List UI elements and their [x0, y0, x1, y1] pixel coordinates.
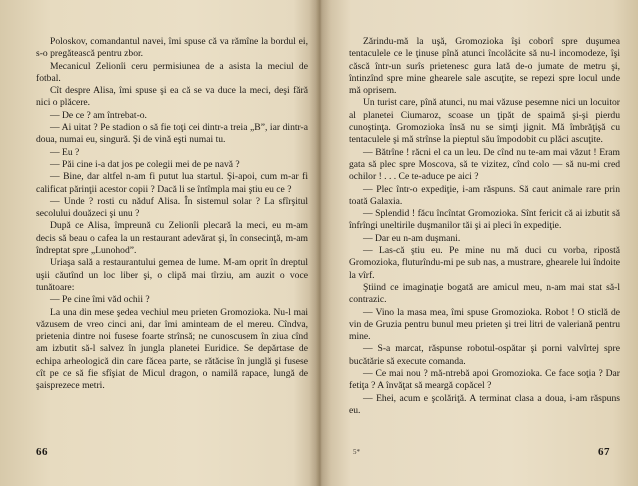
page-number-right: 67 — [598, 446, 610, 458]
paragraph: Mecanicul Zelionîi ceru permisiunea de a asista la meciul de fotbal. — [36, 60, 308, 84]
right-page-text — [349, 36, 620, 417]
paragraph: — Dar eu n-am duşmani. — [363, 232, 461, 244]
paragraph: Poloskov, comandantul navei, îmi spuse că va rămîne la bordul ei, s-o pregătească pentru zbor. — [36, 36, 308, 60]
paragraph: Cît despre Alisa, îmi spuse şi ea că se va duce la meci, deşi fără nici o plăcere. — [36, 85, 308, 109]
signature-mark: 5* — [353, 448, 360, 456]
paragraph: La una din mese şedea vechiul meu prieten Gromozioka. Nu-l mai văzusem de vreo cinci ani, dar îmi aminteam de el mereu. Cîndva, prietenia dintre noi fusese foarte strînsă; ne cunoscusem în ziua cînd am izbutit să-l salvez în jungla planetei Euridice. Se depărtase de echipa arheologică din care făcea parte, se rătăcise în junglă şi fusese cît pe ce să fie sfîşiat de Micul dragon, o namilă rapace, lungă de şaisprezece metri. — [36, 306, 308, 392]
paragraph: Uriaşa sală a restaurantului gemea de lume. M-am oprit în dreptul uşii căutînd un loc liber şi, o clipă mai tîrziu, am auzit o voce tunătoare: — [36, 257, 308, 293]
paragraph: — Păi cine i-a dat jos pe colegii mei de pe navă ? — [50, 158, 240, 170]
paragraph: După ce Alisa, împreună cu Zelionîi plecară la meci, eu m-am decis să beau o cafea la un restaurant adevărat şi, în consecinţă, m-am îndreptat spre „Lunohod”. — [36, 220, 308, 257]
paragraph: — Pe cine îmi văd ochii ? — [50, 294, 150, 306]
paragraph: Zărindu-mă la uşă, Gromozioka îşi coborî spre duşumea tentaculele ce le ţinuse pînă atunci încolăcite să nu-l incomodeze, îşi căscă într-un surîs prietenesc gura lată de-o jumate de metru şi, întinzînd spre mine ghearele sale ascuţite, se repezi spre locul unde mă oprisem. — [349, 36, 620, 97]
paragraph: — Ehei, acum e şcolăriţă. A terminat clasa a doua, i-am răspuns eu. — [349, 392, 620, 416]
right-page — [322, 0, 638, 486]
paragraph: — Las-că ştiu eu. Pe mine nu mă duci cu vorba, ripostă Gromozioka, fluturîndu-mi pe sub nas, a mustrare, ghearele lui îndoite la vîrf. — [349, 245, 620, 281]
paragraph: — Eu ? — [50, 146, 80, 158]
paragraph: — De ce ? am întrebat-o. — [50, 109, 147, 121]
paragraph: — Bine, dar altfel n-am fi putut lua startul. Şi-apoi, cum m-ar fi calificat părinţii acestor copii ? Dacă li se întîmpla mai ştiu eu ce ? — [36, 171, 308, 195]
paragraph: — Ai uitat ? Pe stadion o să fie toţi cei dintr-a treia „B”, iar dintr-a doua, numai eu, singură. Şi de vină eşti numai tu. — [36, 122, 308, 146]
paragraph: — Ce mai nou ? mă-ntrebă apoi Gromozioka. Ce face soţia ? Dar fetiţa ? A învăţat să meargă copăcel ? — [349, 368, 620, 392]
paragraph: Un turist care, pînă atunci, nu mai văzuse pesemne nici un locuitor al planetei Ciumaroz, scoase un ţipăt de spaimă şi-şi pierdu cunoştinţa. Gromozioka însă nu se simţi jignit. Mă îmbrăţişă cu tentaculele şi mă strînse la pieptul său împodobit cu plăci ascuţite. — [349, 97, 620, 146]
paragraph: Ştiind ce imaginaţie bogată are amicul meu, n-am mai stat să-l contrazic. — [349, 281, 620, 306]
paragraph: — Splendid ! făcu încîntat Gromozioka. Sînt fericit că ai izbutit să înfrîngi uneltirile duşmanilor tăi şi ai pleci în expediţie. — [349, 208, 620, 232]
paragraph: — S-a marcat, răspunse robotul-ospătar şi porni valvîrtej spre bucătărie să execute comanda. — [349, 343, 620, 367]
paragraph: — Bătrîne ! răcni el ca un leu. De cînd nu te-am mai văzut ! Eram gata să plec spre Moscova, să te vizitez, cînd colo — să nu-mi cred ochilor ! . . . Ce te-aduce pe aici ? — [349, 146, 620, 183]
paragraph: — Vino la masa mea, îmi spuse Gromozioka. Robot ! O sticlă de vin de Gruzia pentru bunul meu prieten şi trei litri de valeriană pentru mine. — [349, 306, 620, 343]
left-page-text — [36, 36, 308, 393]
paragraph: — Unde ? rosti cu năduf Alisa. În sistemul solar ? La sfîrşitul secolului douăzeci şi unu ? — [36, 195, 308, 220]
paragraph: — Plec într-o expediţie, i-am răspuns. Să caut animale rare prin toată Galaxia. — [349, 183, 620, 207]
left-page — [0, 0, 318, 486]
page-number-left: 66 — [36, 446, 48, 458]
